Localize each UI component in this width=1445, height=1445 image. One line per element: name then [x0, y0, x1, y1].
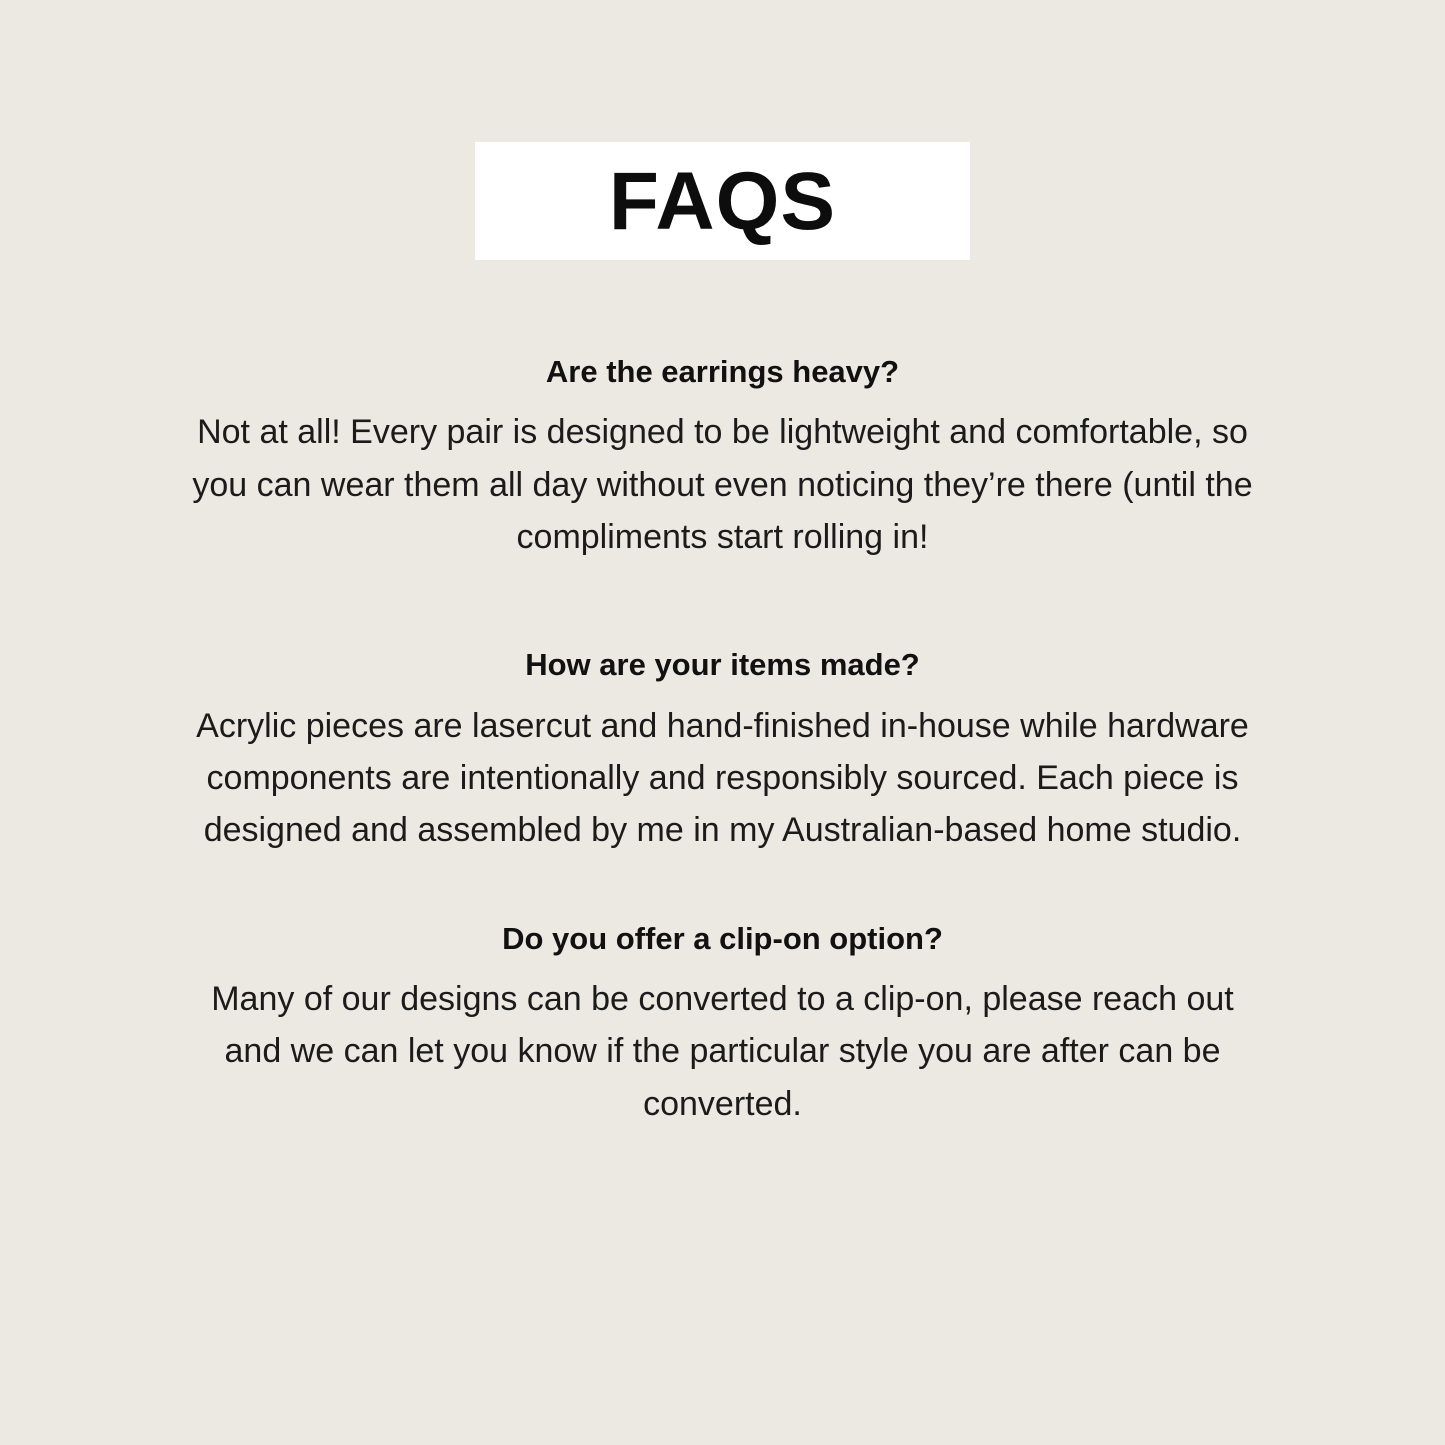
faq-answer: Many of our designs can be converted to a clip-on, please reach out and we can let you know if the particular style you are after can be converted. [211, 980, 1234, 1123]
faq-item [180, 919, 1265, 1130]
faq-item [180, 645, 1265, 856]
page-title: FAQS [608, 156, 837, 247]
faq-question: Do you offer a clip-on option? [502, 920, 943, 956]
faq-answer: Acrylic pieces are lasercut and hand-finished in-house while hardware components are intentionally and responsibly sourced. Each piece is designed and assembled by me in my Australian-based home studio. [196, 706, 1249, 850]
page-title-block [475, 142, 970, 260]
faq-item [180, 352, 1265, 563]
spacer [180, 857, 1265, 919]
spacer [180, 563, 1265, 645]
faq-question: How are your items made? [525, 647, 920, 683]
faq-list [180, 352, 1265, 1130]
faq-answer: Not at all! Every pair is designed to be lightweight and comfortable, so you can wear them all day without even noticing they’re there (until the compliments start rolling in! [192, 413, 1253, 557]
faq-question: Are the earrings heavy? [545, 354, 900, 389]
